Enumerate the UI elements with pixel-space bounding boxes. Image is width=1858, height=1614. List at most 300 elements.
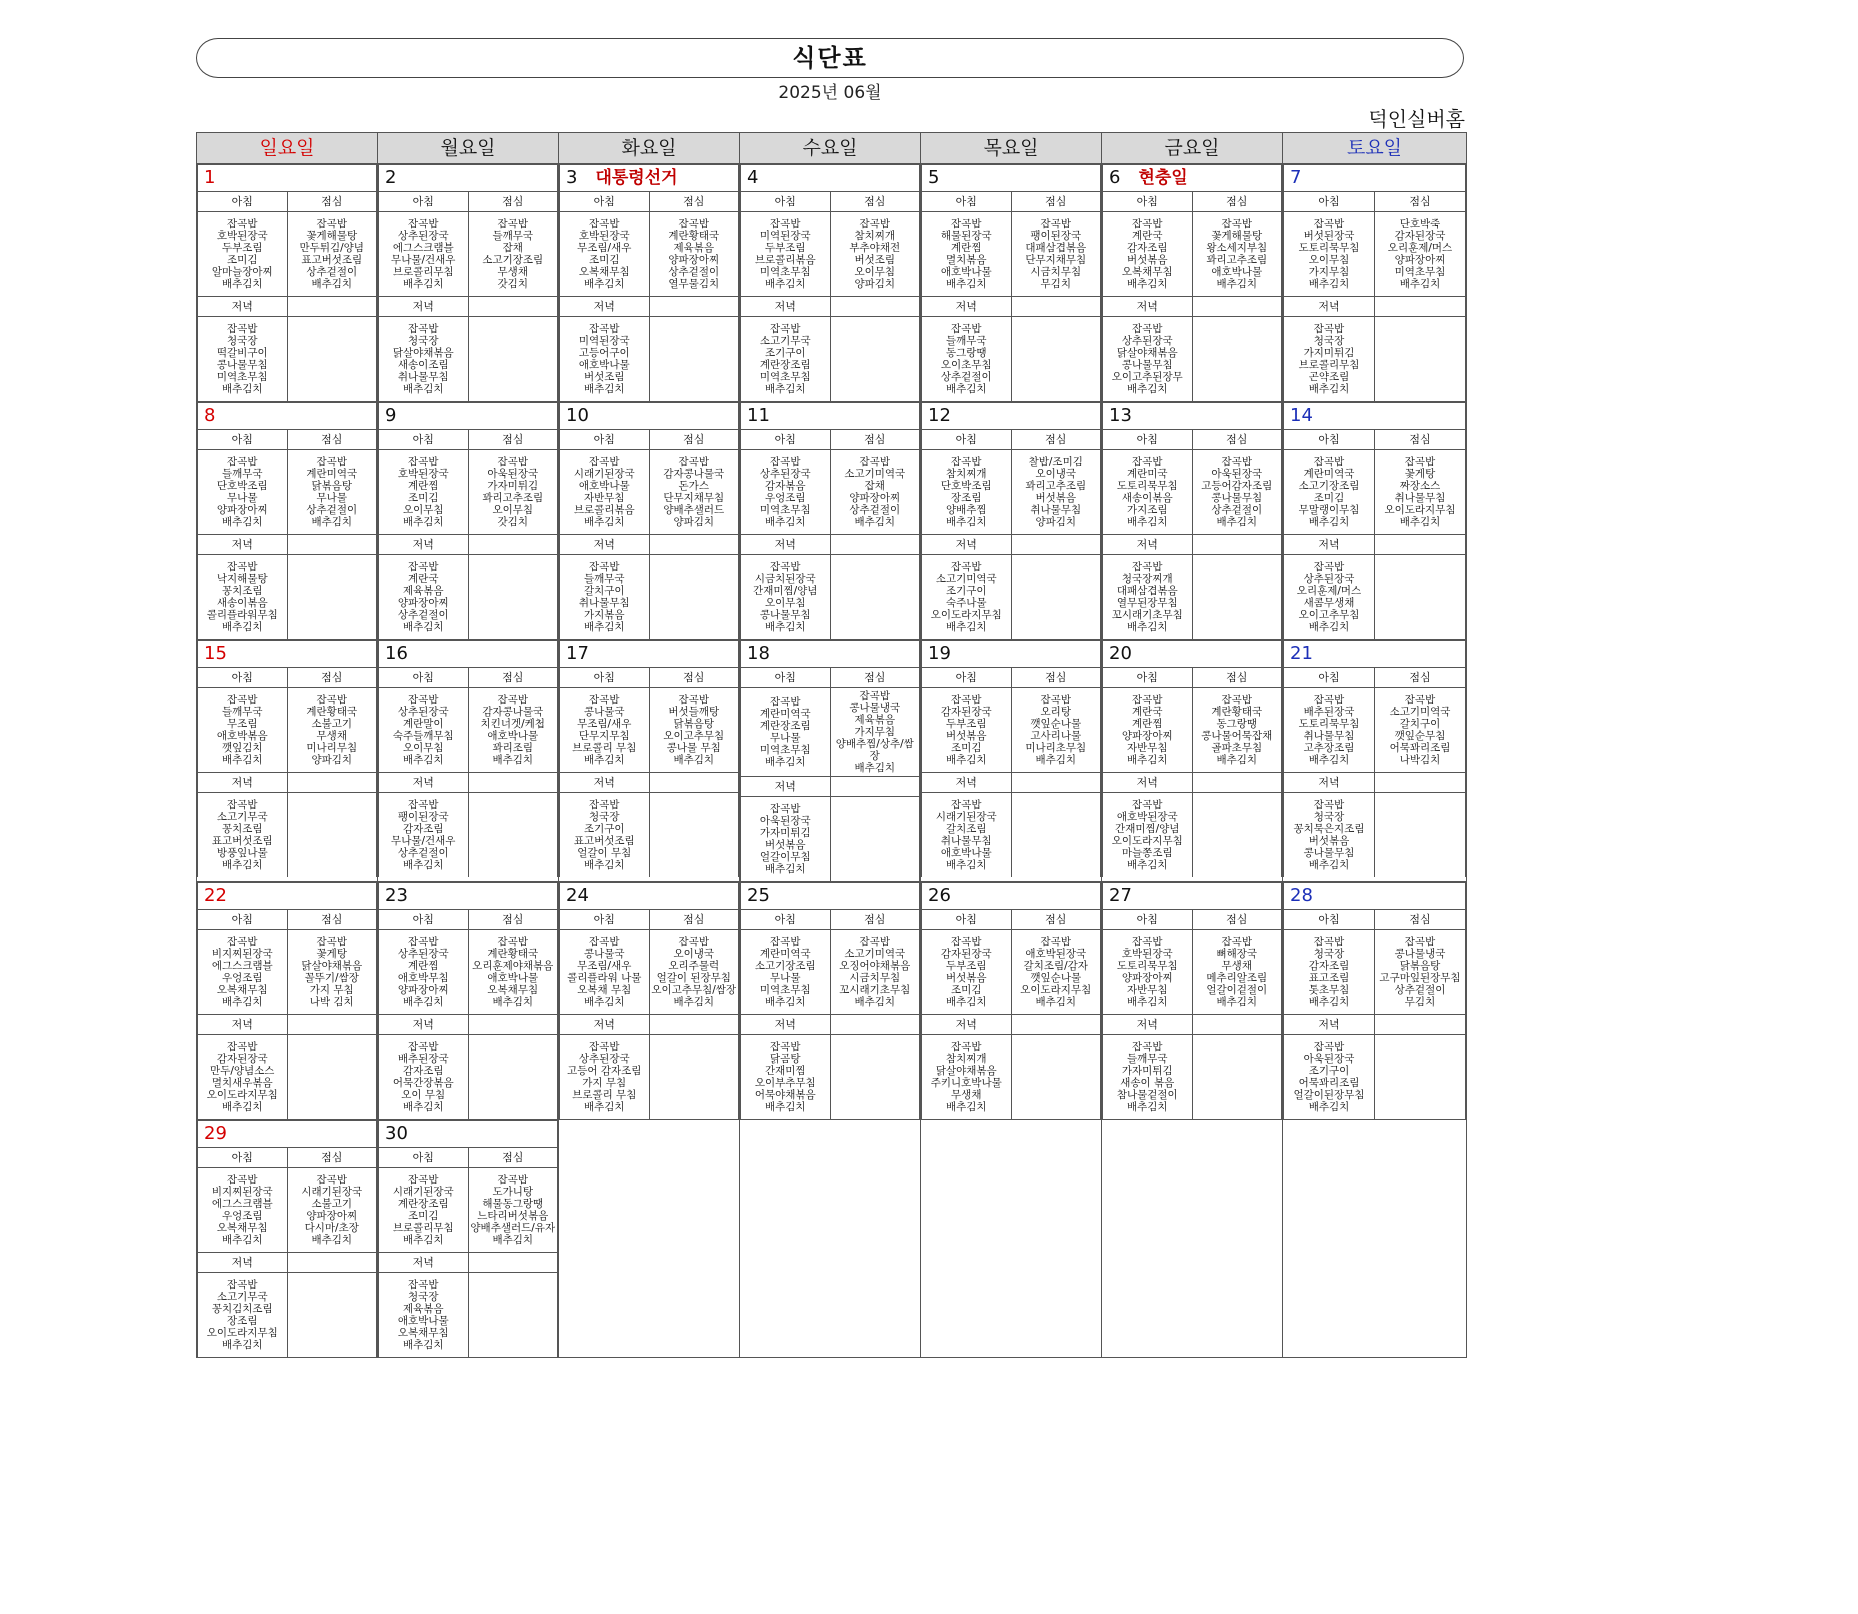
dinner-label: 저녁: [198, 1015, 288, 1035]
dinner-menu-blank: [649, 1035, 739, 1120]
day-number: 15: [204, 643, 227, 664]
day-cell: [1283, 164, 1467, 402]
day-meal-grid: [921, 640, 1101, 877]
dinner-label-blank: [1011, 1015, 1101, 1035]
day-header: [379, 165, 558, 192]
day-header: [198, 883, 377, 910]
day-number: 7: [1290, 167, 1302, 188]
day-meal-grid: [1283, 164, 1466, 401]
month-label: 2025년 06월: [778, 83, 882, 103]
lunch-label: 점심: [1375, 430, 1466, 450]
dinner-label-blank: [830, 297, 920, 317]
dinner-label: 저녁: [198, 535, 288, 555]
lunch-menu: 잡곡밥 팽이된장국 대패삼겹볶음 단무지채무침 시금치무침 무김치: [1011, 212, 1101, 297]
dinner-label-blank: [1375, 773, 1466, 793]
dinner-menu: 잡곡밥 상추된장국 닭살야채볶음 콩나물무침 오이고추된장무 배추김치: [1103, 317, 1193, 402]
day-meal-grid: [1283, 402, 1466, 639]
day-header: [922, 165, 1101, 192]
day-cell: [1102, 640, 1283, 882]
day-meal-grid: [1102, 402, 1282, 639]
dinner-menu: 잡곡밥 애호박된장국 간재미찜/양념 오이도라지무침 마늘쫑조림 배추김치: [1103, 793, 1193, 878]
lunch-label: 점심: [830, 192, 920, 212]
dinner-label: 저녁: [1284, 297, 1375, 317]
day-number: 12: [928, 405, 951, 426]
dinner-label: 저녁: [379, 297, 469, 317]
breakfast-menu: 잡곡밥 배추된장국 도토리묵무침 취나물무침 고추장조림 배추김치: [1284, 688, 1375, 773]
lunch-label: 점심: [1192, 192, 1282, 212]
day-meal-grid: [559, 882, 739, 1119]
dinner-label-blank: [468, 773, 558, 793]
dinner-menu-blank: [1011, 1035, 1101, 1120]
day-header: [741, 165, 920, 192]
day-cell: [559, 402, 740, 640]
dinner-menu: 잡곡밥 감자된장국 만두/양념소스 멸치새우볶음 오이도라지무침 배추김치: [198, 1035, 288, 1120]
lunch-menu: 잡곡밥 시래기된장국 소불고기 양파장아찌 다시마/초장 배추김치: [287, 1168, 377, 1253]
dinner-label-blank: [649, 773, 739, 793]
breakfast-label: 아침: [379, 430, 469, 450]
day-header: [379, 883, 558, 910]
dinner-label: 저녁: [198, 297, 288, 317]
dinner-menu-blank: [1192, 793, 1282, 878]
breakfast-label: 아침: [198, 668, 288, 688]
lunch-menu: 잡곡밥 계란미역국 닭볶음탕 무나물 상추겉절이 배추김치: [287, 450, 377, 535]
dinner-menu-blank: [468, 555, 558, 640]
day-number: 17: [566, 643, 589, 664]
dinner-label-blank: [468, 535, 558, 555]
day-header: [1103, 883, 1282, 910]
dinner-menu: 잡곡밥 소고기무국 조기구이 계란장조림 미역초무침 배추김치: [741, 317, 831, 402]
breakfast-menu: 잡곡밥 계란미국 도토리묵무침 새송이볶음 가지조림 배추김치: [1103, 450, 1193, 535]
breakfast-menu: 잡곡밥 비지찌된장국 에그스크램블 우엉조림 오복채무침 배추김치: [198, 930, 288, 1015]
dinner-menu: 잡곡밥 닭곰탕 간재미찜 오이부추무침 어묵야채볶음 배추김치: [741, 1035, 831, 1120]
day-meal-grid: [559, 164, 739, 401]
dinner-menu-blank: [649, 793, 739, 878]
breakfast-label: 아침: [922, 430, 1012, 450]
dinner-label: 저녁: [922, 773, 1012, 793]
dinner-menu-blank: [830, 1035, 920, 1120]
dinner-label: 저녁: [1284, 773, 1375, 793]
lunch-menu: 잡곡밥 도가니탕 해물동그랑땡 느타리버섯볶음 양배추샐러드/유자 배추김치: [468, 1168, 558, 1253]
lunch-menu: 찰밥/조미김 오이냉국 꽈리고추조림 버섯볶음 취나물무침 양파김치: [1011, 450, 1101, 535]
day-meal-grid: [378, 640, 558, 877]
dinner-menu: 잡곡밥 청국장 제육볶음 애호박나물 오복채무침 배추김치: [379, 1273, 469, 1358]
breakfast-label: 아침: [198, 192, 288, 212]
lunch-label: 점심: [1375, 910, 1466, 930]
breakfast-menu: 잡곡밥 계란미역국 소고기장조림 무나물 미역초무침 배추김치: [741, 930, 831, 1015]
breakfast-label: 아침: [1103, 910, 1193, 930]
day-header: [922, 641, 1101, 668]
day-header: [198, 403, 377, 430]
breakfast-menu: 잡곡밥 상추된장국 에그스크램블 무나물/건새우 브로콜리무침 배추김치: [379, 212, 469, 297]
dinner-menu: 잡곡밥 청국장 꽁치묵은지조림 버섯볶음 콩나물무침 배추김치: [1284, 793, 1375, 878]
dinner-label-blank: [1192, 773, 1282, 793]
breakfast-menu: 잡곡밥 시래기된장국 계란장조림 조미김 브로콜리무침 배추김치: [379, 1168, 469, 1253]
breakfast-menu: 잡곡밥 상추된장국 계란말이 숙주들깨무침 오이무침 배추김치: [379, 688, 469, 773]
day-meal-grid: [197, 640, 377, 877]
day-number: 2: [385, 167, 397, 188]
dinner-menu: 잡곡밥 참치찌개 닭살야채볶음 주키니호박나물 무생채 배추김치: [922, 1035, 1012, 1120]
breakfast-menu: 잡곡밥 콩나물국 무조림/새우 단무지무침 브로콜리 무침 배추김치: [560, 688, 650, 773]
lunch-menu: 잡곡밥 콩나물냉국 닭볶음탕 고구마잎된장무침 상추겉절이 무김치: [1375, 930, 1466, 1015]
day-number: 1: [204, 167, 216, 188]
day-header: [741, 883, 920, 910]
lunch-label: 점심: [468, 668, 558, 688]
lunch-menu: 잡곡밥 참치찌개 부추야채전 버섯조림 오이무침 양파김치: [830, 212, 920, 297]
dinner-label-blank: [287, 297, 377, 317]
week-row: [197, 1120, 1467, 1358]
lunch-menu: 잡곡밥 콩나물냉국 제육볶음 가지무침 양배추찜/상추/쌈장 배추김치: [830, 688, 920, 777]
day-meal-grid: [921, 882, 1101, 1119]
day-cell: [559, 640, 740, 882]
lunch-label: 점심: [649, 668, 739, 688]
day-cell: [559, 164, 740, 402]
holiday-label: 현충일: [1138, 168, 1188, 188]
breakfast-menu: 잡곡밥 계란국 계란찜 양파장아찌 자반무침 배추김치: [1103, 688, 1193, 773]
dinner-label-blank: [287, 773, 377, 793]
holiday-label: 대통령선거: [595, 168, 678, 188]
breakfast-menu: 잡곡밥 들깨무국 단호박조림 무나물 양파장아찌 배추김치: [198, 450, 288, 535]
lunch-label: 점심: [468, 430, 558, 450]
dinner-label: 저녁: [741, 777, 831, 797]
day-cell: [1283, 882, 1467, 1120]
dinner-label-blank: [830, 535, 920, 555]
lunch-label: 점심: [287, 668, 377, 688]
breakfast-label: 아침: [560, 910, 650, 930]
dinner-menu-blank: [1011, 317, 1101, 402]
day-cell: [197, 402, 378, 640]
lunch-menu: 잡곡밥 들깨무국 잡채 소고기장조림 무생채 갓김치: [468, 212, 558, 297]
breakfast-label: 아침: [1284, 668, 1375, 688]
breakfast-label: 아침: [1284, 910, 1375, 930]
dinner-menu-blank: [468, 1273, 558, 1358]
day-header: [198, 641, 377, 668]
lunch-menu: 단호박죽 감자된장국 오리훈제/머스 양파장아찌 미역초무침 배추김치: [1375, 212, 1466, 297]
dinner-menu: 잡곡밥 아욱된장국 가자미튀김 버섯볶음 얼갈이무침 배추김치: [741, 797, 831, 882]
dinner-label: 저녁: [1103, 535, 1193, 555]
breakfast-menu: 잡곡밥 비지찌된장국 에그스크램블 우엉조림 오복채무침 배추김치: [198, 1168, 288, 1253]
dinner-menu: 잡곡밥 청국장 떡갈비구이 콩나물무침 미역초무침 배추김치: [198, 317, 288, 402]
day-number: 18: [747, 643, 770, 664]
day-meal-grid: [559, 640, 739, 877]
day-meal-grid: [197, 882, 377, 1119]
dinner-label: 저녁: [379, 1253, 469, 1273]
weekday-header-row: [197, 133, 1467, 164]
day-header: [1103, 165, 1282, 192]
dinner-label: 저녁: [560, 773, 650, 793]
dinner-label-blank: [1375, 1015, 1466, 1035]
day-cell: [921, 164, 1102, 402]
lunch-menu: 잡곡밥 아욱된장국 고등어감자조림 콩나물무침 상추겉절이 배추김치: [1192, 450, 1282, 535]
lunch-label: 점심: [830, 910, 920, 930]
day-meal-grid: [378, 402, 558, 639]
dinner-label: 저녁: [1103, 1015, 1193, 1035]
dinner-label-blank: [1192, 1015, 1282, 1035]
day-cell: [740, 164, 921, 402]
day-header: [379, 403, 558, 430]
lunch-label: 점심: [830, 668, 920, 688]
lunch-menu: 잡곡밥 애호박된장국 갈치조림/감자 깻잎순나물 오이도라지무침 배추김치: [1011, 930, 1101, 1015]
day-meal-grid: [740, 402, 920, 639]
day-number: 8: [204, 405, 216, 426]
dinner-menu-blank: [287, 1035, 377, 1120]
breakfast-menu: 잡곡밥 호박된장국 도토리묵무침 양파장아찌 자반무침 배추김치: [1103, 930, 1193, 1015]
day-cell: [921, 402, 1102, 640]
day-meal-grid: [378, 882, 558, 1119]
weekday-monday: 월요일: [378, 133, 559, 164]
dinner-menu: 잡곡밥 상추된장국 고등어 감자조림 가지 무침 브로콜리 무침 배추김치: [560, 1035, 650, 1120]
day-number: 9: [385, 405, 397, 426]
dinner-menu: 잡곡밥 낙지해물탕 꽁치조림 새송이볶음 콜리플라워무침 배추김치: [198, 555, 288, 640]
dinner-menu: 잡곡밥 들깨무국 갈치구이 취나물무침 가지볶음 배추김치: [560, 555, 650, 640]
dinner-label: 저녁: [379, 773, 469, 793]
breakfast-label: 아침: [560, 192, 650, 212]
lunch-label: 점심: [287, 430, 377, 450]
day-number: 5: [928, 167, 940, 188]
breakfast-label: 아침: [1103, 430, 1193, 450]
dinner-menu-blank: [1375, 555, 1466, 640]
lunch-label: 점심: [1192, 430, 1282, 450]
dinner-menu: 잡곡밥 들깨무국 동그랑땡 오이초무침 상추겉절이 배추김치: [922, 317, 1012, 402]
lunch-label: 점심: [1011, 192, 1101, 212]
dinner-label: 저녁: [198, 1253, 288, 1273]
dinner-menu: 잡곡밥 청국장 닭살야채볶음 새송이조림 취나물무침 배추김치: [379, 317, 469, 402]
dinner-menu: 잡곡밥 시금치된장국 간재미찜/양념 오이무침 콩나물무침 배추김치: [741, 555, 831, 640]
weekday-tuesday: 화요일: [559, 133, 740, 164]
dinner-menu-blank: [1011, 555, 1101, 640]
lunch-menu: 잡곡밥 꽃게탕 짜장소스 취나물무침 오이도라지무침 배추김치: [1375, 450, 1466, 535]
dinner-label: 저녁: [741, 535, 831, 555]
lunch-label: 점심: [1375, 192, 1466, 212]
day-header: [922, 403, 1101, 430]
day-cell: [197, 164, 378, 402]
day-number: 16: [385, 643, 408, 664]
day-meal-grid: [921, 164, 1101, 401]
lunch-label: 점심: [649, 192, 739, 212]
dinner-menu-blank: [830, 555, 920, 640]
day-header: [560, 641, 739, 668]
lunch-menu: 잡곡밥 감자콩나물국 돈가스 단무지채무침 양배추샐러드 양파김치: [649, 450, 739, 535]
dinner-label: 저녁: [560, 535, 650, 555]
day-cell: [921, 882, 1102, 1120]
breakfast-menu: 잡곡밥 계란미역국 계란장조림 무나물 미역초무침 배추김치: [741, 688, 831, 777]
day-header: [1284, 165, 1466, 192]
lunch-menu: 잡곡밥 계란황태국 오리훈제야채볶음 애호박나물 오복채무침 배추김치: [468, 930, 558, 1015]
lunch-menu: 잡곡밥 소고기미역국 갈치구이 깻잎순무침 어묵꽈리조림 나박김치: [1375, 688, 1466, 773]
breakfast-label: 아침: [379, 1148, 469, 1168]
week-row: [197, 402, 1467, 640]
breakfast-label: 아침: [379, 192, 469, 212]
day-cell: [197, 1120, 378, 1358]
day-meal-grid: [197, 402, 377, 639]
dinner-label-blank: [287, 535, 377, 555]
dinner-label-blank: [1011, 773, 1101, 793]
dinner-menu-blank: [1375, 793, 1466, 878]
breakfast-menu: 잡곡밥 청국장 감자조림 표고조림 톳초무침 배추김치: [1284, 930, 1375, 1015]
empty-day-cell: [921, 1120, 1102, 1358]
weekday-saturday: 토요일: [1283, 133, 1467, 164]
day-meal-grid: [1283, 640, 1466, 877]
day-cell: [378, 402, 559, 640]
dinner-menu: 잡곡밥 아욱된장국 조기구이 어묵꽈리조림 얼갈이된장무침 배추김치: [1284, 1035, 1375, 1120]
dinner-label: 저녁: [379, 535, 469, 555]
dinner-menu-blank: [1375, 317, 1466, 402]
day-number: 28: [1290, 885, 1313, 906]
day-meal-grid: [559, 402, 739, 639]
day-cell: [1283, 402, 1467, 640]
breakfast-menu: 잡곡밥 해물된장국 계란찜 멸치볶음 애호박나물 배추김치: [922, 212, 1012, 297]
lunch-menu: 잡곡밥 꽃게해물탕 만두튀김/양념 표고버섯조림 상추겉절이 배추김치: [287, 212, 377, 297]
lunch-menu: 잡곡밥 감자콩나물국 치킨너겟/케첩 애호박나물 꽈리조림 배추김치: [468, 688, 558, 773]
dinner-menu: 잡곡밥 청국장 가지미튀김 브로콜리무침 곤약조림 배추김치: [1284, 317, 1375, 402]
breakfast-menu: 잡곡밥 버섯된장국 도토리묵무침 오이무침 가지무침 배추김치: [1284, 212, 1375, 297]
dinner-menu-blank: [468, 317, 558, 402]
day-cell: [1283, 640, 1467, 882]
lunch-label: 점심: [649, 910, 739, 930]
lunch-menu: 잡곡밥 소고기미역국 잡채 양파장아찌 상추겉절이 배추김치: [830, 450, 920, 535]
day-header: [1103, 641, 1282, 668]
breakfast-menu: 잡곡밥 들깨무국 무조림 애호박볶음 깻잎김치 배추김치: [198, 688, 288, 773]
day-meal-grid: [740, 882, 920, 1119]
breakfast-label: 아침: [741, 910, 831, 930]
breakfast-label: 아침: [741, 192, 831, 212]
breakfast-label: 아침: [1284, 430, 1375, 450]
lunch-label: 점심: [287, 1148, 377, 1168]
breakfast-label: 아침: [198, 1148, 288, 1168]
dinner-menu-blank: [287, 793, 377, 878]
lunch-menu: 잡곡밥 계란황태국 소불고기 무생채 미나리무침 양파김치: [287, 688, 377, 773]
dinner-label-blank: [649, 535, 739, 555]
day-number: 3: [566, 167, 578, 188]
lunch-label: 점심: [830, 430, 920, 450]
dinner-label-blank: [287, 1015, 377, 1035]
lunch-label: 점심: [1011, 910, 1101, 930]
day-header: [560, 403, 739, 430]
day-header: [1284, 403, 1466, 430]
dinner-menu: 잡곡밥 미역된장국 고등어구이 애호박나물 버섯조림 배추김치: [560, 317, 650, 402]
lunch-menu: 잡곡밥 계란황태국 제육볶음 양파장아찌 상추겉절이 열무물김치: [649, 212, 739, 297]
breakfast-menu: 잡곡밥 호박된장국 무조림/새우 조미김 오복채무침 배추김치: [560, 212, 650, 297]
weekday-wednesday: 수요일: [740, 133, 921, 164]
dinner-label-blank: [287, 1253, 377, 1273]
breakfast-menu: 잡곡밥 감자된장국 두부조림 버섯볶음 조미김 배추김치: [922, 688, 1012, 773]
breakfast-menu: 잡곡밥 감자된장국 두부조림 버섯볶음 조미김 배추김치: [922, 930, 1012, 1015]
breakfast-menu: 잡곡밥 호박된장국 계란찜 조미김 오이무침 배추김치: [379, 450, 469, 535]
lunch-label: 점심: [287, 192, 377, 212]
day-number: 29: [204, 1123, 227, 1144]
breakfast-menu: 잡곡밥 콩나물국 무조림/새우 콜리플라워 나물 오복채 무침 배추김치: [560, 930, 650, 1015]
week-row: [197, 640, 1467, 882]
day-number: 23: [385, 885, 408, 906]
day-header: [741, 641, 920, 668]
day-header: [560, 883, 739, 910]
day-meal-grid: [197, 1120, 377, 1357]
breakfast-label: 아침: [379, 668, 469, 688]
day-cell: [740, 402, 921, 640]
dinner-label: 저녁: [922, 535, 1012, 555]
dinner-menu: 잡곡밥 시래기된장국 갈치조림 취나물무침 애호박나물 배추김치: [922, 793, 1012, 878]
breakfast-menu: 잡곡밥 상추된장국 계란찜 애호박무침 양파장아찌 배추김치: [379, 930, 469, 1015]
lunch-menu: 잡곡밥 버섯들깨탕 닭볶음탕 오이고추무침 콩나물 무침 배추김치: [649, 688, 739, 773]
dinner-label-blank: [468, 1015, 558, 1035]
dinner-label-blank: [1192, 297, 1282, 317]
dinner-menu: 잡곡밥 소고기미역국 조기구이 숙주나물 오이도라지무침 배추김치: [922, 555, 1012, 640]
day-cell: [1102, 882, 1283, 1120]
lunch-label: 점심: [649, 430, 739, 450]
dinner-menu: 잡곡밥 계란국 제육볶음 양파장아찌 상추겉절이 배추김치: [379, 555, 469, 640]
dinner-menu-blank: [649, 317, 739, 402]
breakfast-label: 아침: [1103, 192, 1193, 212]
day-cell: [197, 882, 378, 1120]
breakfast-label: 아침: [1284, 192, 1375, 212]
dinner-label: 저녁: [560, 1015, 650, 1035]
day-cell: [378, 1120, 559, 1358]
dinner-label-blank: [1375, 297, 1466, 317]
day-meal-grid: [740, 640, 920, 881]
day-meal-grid: [1283, 882, 1466, 1119]
day-number: 10: [566, 405, 589, 426]
day-meal-grid: [1102, 164, 1282, 401]
lunch-label: 점심: [1011, 668, 1101, 688]
day-cell: [1102, 164, 1283, 402]
breakfast-label: 아침: [922, 192, 1012, 212]
meal-calendar: [196, 132, 1467, 1358]
day-number: 24: [566, 885, 589, 906]
dinner-label-blank: [1192, 535, 1282, 555]
lunch-label: 점심: [287, 910, 377, 930]
day-number: 30: [385, 1123, 408, 1144]
lunch-menu: 잡곡밥 계란황태국 동그랑땡 콩나물어묵잡채 골파초무침 배추김치: [1192, 688, 1282, 773]
day-number: 6: [1109, 167, 1121, 188]
breakfast-label: 아침: [922, 668, 1012, 688]
dinner-label-blank: [830, 1015, 920, 1035]
dinner-label: 저녁: [1284, 535, 1375, 555]
breakfast-menu: 잡곡밥 상추된장국 감자볶음 우엉조림 미역초무침 배추김치: [741, 450, 831, 535]
breakfast-label: 아침: [560, 668, 650, 688]
week-row: [197, 164, 1467, 402]
day-header: [379, 1121, 558, 1148]
day-cell: [740, 640, 921, 882]
dinner-menu-blank: [830, 797, 920, 882]
day-header: [1284, 641, 1466, 668]
dinner-menu: 잡곡밥 소고기무국 꽁치조림 표고버섯조림 방풍잎나물 배추김치: [198, 793, 288, 878]
dinner-menu-blank: [1011, 793, 1101, 878]
lunch-label: 점심: [1192, 668, 1282, 688]
dinner-label: 저녁: [560, 297, 650, 317]
lunch-menu: 잡곡밥 아욱된장국 가자미튀김 꽈리고추조림 오이무침 갓김치: [468, 450, 558, 535]
day-header: [379, 641, 558, 668]
day-cell: [740, 882, 921, 1120]
day-cell: [1102, 402, 1283, 640]
day-number: 13: [1109, 405, 1132, 426]
page-title: 식단표: [792, 44, 868, 72]
day-number: 21: [1290, 643, 1313, 664]
dinner-label: 저녁: [198, 773, 288, 793]
day-cell: [559, 882, 740, 1120]
day-header: [560, 165, 739, 192]
empty-day-cell: [559, 1120, 740, 1358]
dinner-label-blank: [649, 297, 739, 317]
dinner-menu: 잡곡밥 팽이된장국 감자조림 무나물/건새우 상추겉절이 배추김치: [379, 793, 469, 878]
day-header: [198, 1121, 377, 1148]
day-header: [198, 165, 377, 192]
day-cell: [378, 640, 559, 882]
dinner-label-blank: [1011, 535, 1101, 555]
breakfast-menu: 잡곡밥 계란미역국 소고기장조림 조미김 무말랭이무침 배추김치: [1284, 450, 1375, 535]
dinner-menu-blank: [468, 1035, 558, 1120]
day-cell: [378, 882, 559, 1120]
dinner-menu-blank: [468, 793, 558, 878]
day-meal-grid: [1102, 882, 1282, 1119]
